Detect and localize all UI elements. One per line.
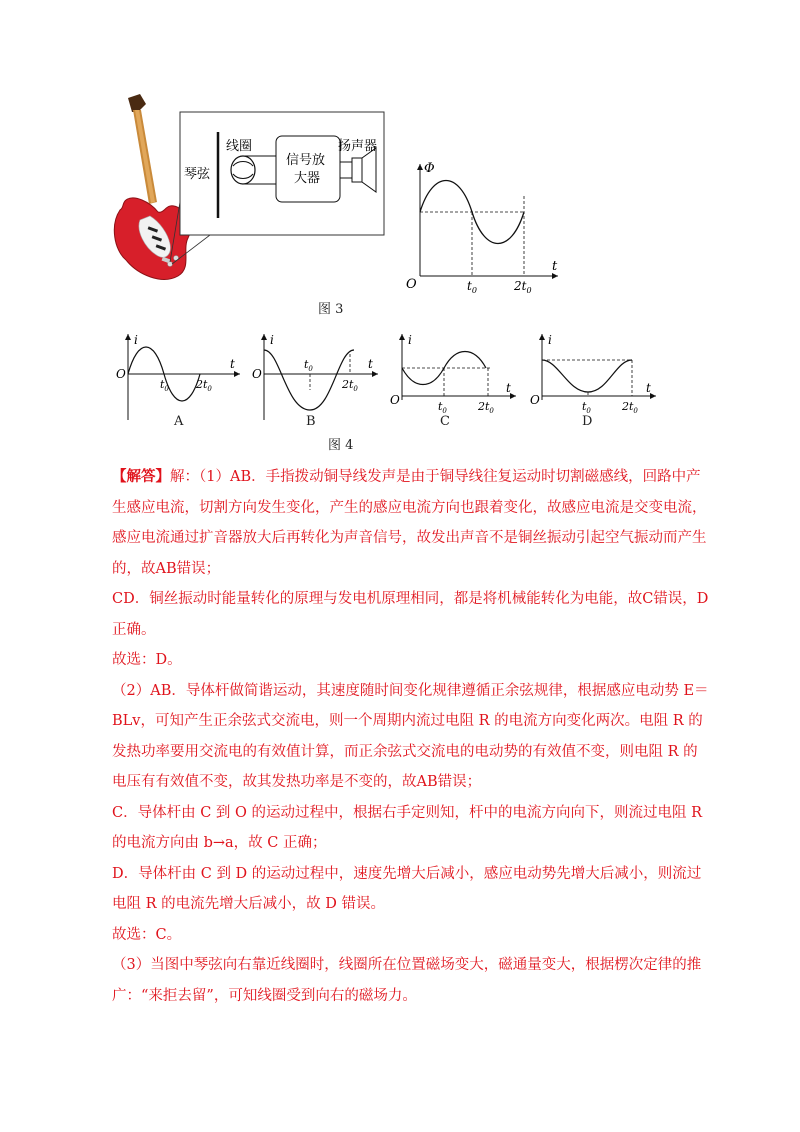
amplifier-label-line1: 信号放 bbox=[286, 153, 326, 168]
panel-c-tick-2t0: $2t_0$ bbox=[478, 400, 494, 415]
panel-b-origin: O bbox=[252, 367, 262, 381]
panel-a-tick-t0: $t_0$ bbox=[160, 378, 169, 393]
flux-time-graph bbox=[400, 160, 560, 300]
panel-d-tick-2t0: $2t_0$ bbox=[622, 400, 638, 415]
answer-tag: 【解答】 bbox=[112, 468, 170, 485]
answer-paragraph-7: 故选：C。 bbox=[112, 926, 182, 943]
speaker-label: 扬声器 bbox=[338, 139, 378, 154]
panel-d-origin: O bbox=[530, 393, 540, 407]
coil-label: 线圈 bbox=[226, 139, 253, 154]
panel-c-t-label: t bbox=[506, 381, 511, 395]
panel-c-graph bbox=[388, 330, 518, 425]
answer-paragraph-6: D．导体杆由 C 到 D 的运动过程中，速度先增大后减小，感应电动势先增大后减小，则流过电阻 R 的电流先增大后减小，故 D 错误。 bbox=[112, 865, 702, 912]
figure-3 bbox=[100, 90, 580, 325]
origin-label: O bbox=[406, 277, 417, 292]
panel-b-label: B bbox=[306, 414, 316, 429]
string-label: 琴弦 bbox=[184, 167, 211, 182]
time-axis-label: t bbox=[552, 259, 558, 274]
answer-text-1: 解：（1）AB．手指拨动铜导线发声是由于铜导线往复运动时切割磁感线，回路中产生感应电流，切割方向发生变化，产生的感应电流方向也跟着变化，故感应电流是交变电流，感应电流通过扩音器放大后再转化为声音信号，故发出声音不是铜丝振动引起空气振动而产生的，故AB错误； bbox=[112, 469, 707, 577]
flux-axis-label: Φ bbox=[424, 161, 435, 176]
answer-paragraph-1 bbox=[112, 462, 712, 584]
panel-d-label: D bbox=[582, 414, 593, 429]
panel-a-tick-2t0: $2t_0$ bbox=[196, 378, 212, 393]
tick-t0: $t_0$ bbox=[467, 279, 477, 295]
answer-paragraph-3: 故选：D。 bbox=[112, 652, 182, 668]
figure-3-caption: 图 3 bbox=[318, 302, 344, 317]
guitar-circuit-diagram bbox=[100, 90, 400, 290]
panel-d-t-label: t bbox=[646, 381, 651, 395]
panel-b-i-label: i bbox=[270, 333, 274, 347]
amplifier-label-line2: 大器 bbox=[294, 171, 321, 186]
answer-paragraph-2: CD．铜丝振动时能量转化的原理与发电机原理相同，都是将机械能转化为电能，故C错误，D正确。 bbox=[112, 591, 709, 638]
answer-paragraph-5: C．导体杆由 C 到 O 的运动过程中，根据右手定则知，杆中的电流方向向下，则流过电阻 R 的电流方向由 b→a，故 C 正确； bbox=[112, 804, 703, 851]
panel-a-i-label: i bbox=[134, 333, 138, 347]
panel-d-graph bbox=[528, 330, 658, 425]
figure-4-caption: 图 4 bbox=[328, 438, 354, 453]
panel-b-tick-2t0: $2t_0$ bbox=[342, 378, 358, 393]
answer-paragraph-4: （2）AB．导体杆做简谐运动，其速度随时间变化规律遵循正余弦规律，根据感应电动势 E＝BLv，可知产生正余弦式交流电，则一个周期内流过电阻 R 的电流方向变化两次。电阻 R 的发热功率要用交流电的有效值计算，而正余弦式交流电的电动势的有效值不变，则电阻 R 的电压有有效值不变，故其发热功率是不变的，故AB错误； bbox=[112, 682, 709, 790]
panel-d-tick-t0: $t_0$ bbox=[582, 400, 591, 415]
figure-4 bbox=[112, 330, 672, 453]
panel-b-tick-t0: $t_0$ bbox=[304, 358, 313, 373]
panel-a-label: A bbox=[174, 414, 184, 429]
panel-c-tick-t0: $t_0$ bbox=[438, 400, 447, 415]
panel-a-t-label: t bbox=[230, 357, 235, 371]
panel-c-label: C bbox=[440, 414, 450, 429]
panel-a-graph bbox=[112, 330, 242, 425]
tick-2t0: $2t_0$ bbox=[514, 279, 532, 295]
answer-section bbox=[112, 462, 712, 1011]
electric-guitar-illustration bbox=[114, 94, 190, 279]
panel-a-origin: O bbox=[116, 367, 126, 381]
panel-b-t-label: t bbox=[368, 357, 373, 371]
panel-c-i-label: i bbox=[408, 333, 412, 347]
answer-paragraph-8: （3）当图中琴弦向右靠近线圈时，线圈所在位置磁场变大，磁通量变大，根据楞次定律的推广：“来拒去留”，可知线圈受到向右的磁场力。 bbox=[112, 957, 702, 1004]
panel-d-i-label: i bbox=[548, 333, 552, 347]
panel-b-graph bbox=[250, 330, 380, 425]
panel-c-origin: O bbox=[390, 393, 400, 407]
